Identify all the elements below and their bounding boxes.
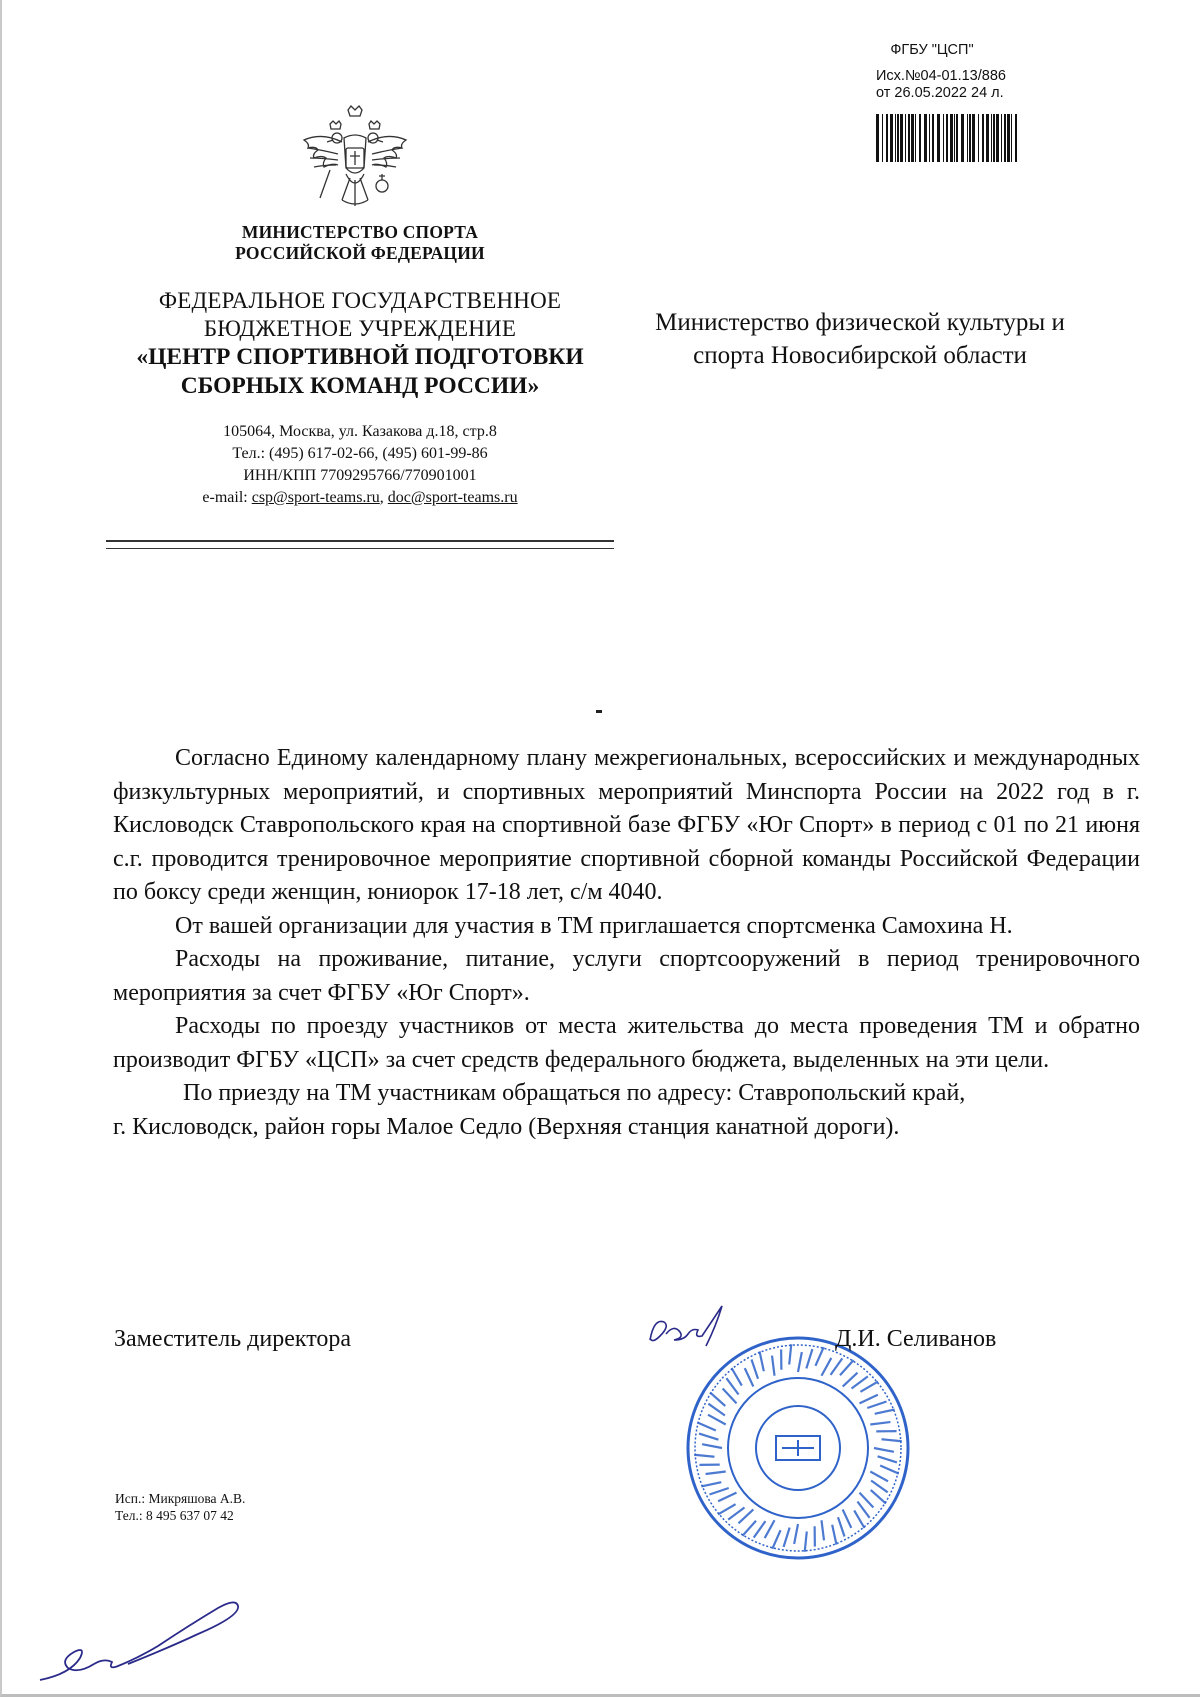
barcode-bar [1004, 114, 1006, 162]
stamp-mark [726, 1378, 738, 1394]
stamp-mark [874, 1448, 894, 1452]
stamp-mark [815, 1347, 823, 1366]
barcode-bar [1011, 114, 1012, 162]
barcode-bar [919, 114, 921, 162]
registration-block [862, 42, 1042, 102]
paragraph-4: Расходы по проезду участников от места жительства до места проведения ТМ и обратно производит ФГБУ «ЦСП» за счет средств федерального бюджета, выделенных на эти цели. [113, 1013, 1140, 1073]
barcode-bar [978, 114, 979, 162]
stamp-mark [882, 1439, 902, 1441]
letter-body [113, 742, 1140, 1144]
barcode-bar [972, 114, 975, 162]
stamp-mark [875, 1410, 895, 1414]
email-prefix: e-mail: [202, 489, 252, 506]
address: 105064, Москва, ул. Казакова д.18, стр.8 [223, 423, 497, 440]
stamp-mark [880, 1465, 899, 1473]
stamp-mark [871, 1490, 886, 1504]
ministry-line-1: МИНИСТЕРСТВО СПОРТА [241, 222, 479, 242]
stamp-mark [832, 1525, 836, 1545]
stamp-mark [708, 1415, 726, 1425]
stamp-mark [772, 1530, 780, 1549]
barcode-bar [967, 114, 968, 162]
stamp-mark [702, 1444, 722, 1448]
ministry-line-2: РОССИЙСКОЙ ФЕДЕРАЦИИ [235, 243, 485, 263]
barcode-bar [1001, 114, 1002, 162]
barcode-bar [991, 114, 992, 162]
barcode-bar [890, 114, 893, 162]
email-separator: , [379, 489, 388, 506]
barcode-bar [905, 114, 906, 162]
barcode-bar [937, 114, 940, 162]
russian-coat-of-arms-icon [300, 104, 410, 222]
stamp-mark [765, 1520, 775, 1538]
barcode-bar [956, 114, 958, 162]
barcode-bar [882, 114, 883, 162]
stamp-mark [784, 1528, 790, 1547]
stamp-mark [709, 1488, 728, 1494]
executor-phone: Тел.: 8 495 637 07 42 [115, 1508, 234, 1523]
barcode-bar [954, 114, 955, 162]
barcode-bar [908, 114, 910, 162]
stamp-mark [745, 1368, 754, 1386]
contacts [105, 421, 615, 509]
barcode-bar [876, 114, 879, 162]
stamp-mark [752, 1359, 758, 1378]
ministry-name [105, 222, 615, 264]
institution-type-line-1: ФЕДЕРАЛЬНОЕ ГОСУДАРСТВЕННОЕ [158, 288, 562, 313]
stamp-mark [854, 1510, 864, 1528]
letterhead-divider [106, 540, 614, 549]
email-link-doc[interactable]: doc@sport-teams.ru [387, 489, 518, 506]
stamp-mark [732, 1368, 742, 1386]
barcode-bar [950, 114, 953, 162]
stamp-mark [871, 1481, 888, 1493]
stamp-mark [857, 1502, 869, 1518]
stamp-mark [794, 1524, 798, 1544]
stamp-mark [840, 1360, 854, 1375]
barcode-bar [996, 114, 999, 162]
recipient [640, 306, 1080, 372]
stamp-mark [694, 1455, 714, 1457]
institution-name-line-1: «ЦЕНТР СПОРТИВНОЙ ПОДГОТОВКИ [136, 344, 584, 370]
barcode-bar [1007, 114, 1010, 162]
registration-org: ФГБУ "ЦСП" [890, 42, 974, 58]
paragraph-5 [113, 1077, 1140, 1144]
institution-name [105, 343, 615, 401]
handwritten-initials [34, 1596, 264, 1688]
barcode-bar [900, 114, 903, 162]
stamp-mark [798, 1352, 802, 1372]
institution-type [105, 287, 615, 343]
stamp-mark [772, 1356, 775, 1376]
barcode-bar [986, 114, 989, 162]
barcode-bar [915, 114, 916, 162]
letterhead [105, 222, 615, 509]
recipient-line-2: спорта Новосибирской области [693, 342, 1027, 369]
barcode-bar [993, 114, 995, 162]
stamp-mark [718, 1493, 736, 1502]
stamp-mark [699, 1434, 718, 1440]
stamp-mark [843, 1509, 852, 1527]
handwritten-signature [640, 1300, 750, 1360]
signatory-name: Д.И. Селиванов [835, 1326, 997, 1352]
barcode-bar [969, 114, 971, 162]
barcode-bar [932, 114, 934, 162]
stamp-mark [760, 1351, 764, 1371]
stamp-mark [860, 1382, 878, 1392]
barcode-bar [943, 114, 944, 162]
stamp-mark [742, 1521, 756, 1536]
stamp-mark [805, 1532, 807, 1552]
recipient-line-1: Министерство физической культуры и [655, 309, 1065, 336]
barcode-bar [886, 114, 888, 162]
paragraph-3: Расходы на проживание, питание, услуги спортсооружений в период тренировочного мероприятия за счет ФГБУ «Юг Спорт». [113, 946, 1140, 1006]
barcode-bar [1015, 114, 1017, 162]
stamp-mark [870, 1422, 890, 1425]
barcode-bar [929, 114, 930, 162]
phone: Тел.: (495) 617-02-66, (495) 601-99-86 [232, 445, 488, 462]
stamp-mark [821, 1520, 824, 1540]
stamp-mark [718, 1504, 736, 1514]
stamp-mark [859, 1395, 877, 1404]
executor-name: Исп.: Микряшова А.В. [115, 1491, 246, 1506]
stamp-mark [701, 1482, 721, 1486]
stamp-mark [754, 1521, 766, 1538]
stamp-mark [789, 1344, 791, 1364]
barcode-bar [911, 114, 914, 162]
stamp-mark [710, 1392, 725, 1406]
stamp-mark [867, 1402, 886, 1408]
stamp-mark [708, 1404, 725, 1416]
executor-info [115, 1490, 245, 1524]
barcode-bar [946, 114, 948, 162]
barcode-bar [982, 114, 984, 162]
paragraph-5-line-2: г. Кисловодск, район горы Малое Седло (Верхняя станция канатной дороги). [113, 1113, 900, 1140]
stamp-mark [870, 1471, 888, 1481]
registration-number: Исх.№04-01.13/886 [876, 68, 1006, 84]
official-seal-stamp [682, 1332, 914, 1564]
institution-type-line-2: БЮДЖЕТНОЕ УЧРЕЖДЕНИЕ [203, 316, 517, 341]
stamp-mark [706, 1471, 726, 1474]
stamp-mark [728, 1507, 744, 1519]
barcode-bar [895, 114, 896, 162]
barcode [876, 114, 1020, 162]
stamp-mark [806, 1349, 812, 1368]
signatory-title: Заместитель директора [114, 1326, 352, 1352]
paragraph-5-line-1: По приезду на ТМ участникам обращаться по адресу: Ставропольский край, [183, 1080, 966, 1106]
stamp-mark [821, 1358, 831, 1376]
stamp-mark [838, 1517, 844, 1536]
paragraph-1: Согласно Единому календарному плану межрегиональных, всероссийских и международных физкультурных мероприятий, и спортивных мероприятий Минспорта России на 2022 год в г. Кисловодск Ставропольского края на спортивной базе ФГБУ «Юг Спорт» в период с 01 по 21 июня с.г. проводится тренировочное мероприятие спортивной сборной команды Российской Федерации по боксу среди женщин, юниорок 17-18 лет, с/м 4040. [113, 745, 1140, 905]
inn-kpp: ИНН/КПП 7709295766/770901001 [243, 467, 477, 484]
registration-date: от 26.05.2022 24 л. [876, 85, 1004, 101]
stamp-mark [831, 1358, 843, 1375]
barcode-bar [924, 114, 927, 162]
email-line [105, 487, 615, 509]
paragraph-2: От вашей организации для участия в ТМ приглашается спортсменка Самохина Н. [175, 912, 1013, 939]
barcode-bar [897, 114, 899, 162]
email-link-csp[interactable]: csp@sport-teams.ru [251, 489, 380, 506]
stamp-mark [878, 1456, 897, 1462]
scan-mark [596, 710, 602, 713]
stamp-mark [852, 1376, 868, 1388]
institution-name-line-2: СБОРНЫХ КОМАНД РОССИИ» [180, 373, 540, 399]
barcode-bar [961, 114, 964, 162]
stamp-mark [697, 1422, 716, 1430]
